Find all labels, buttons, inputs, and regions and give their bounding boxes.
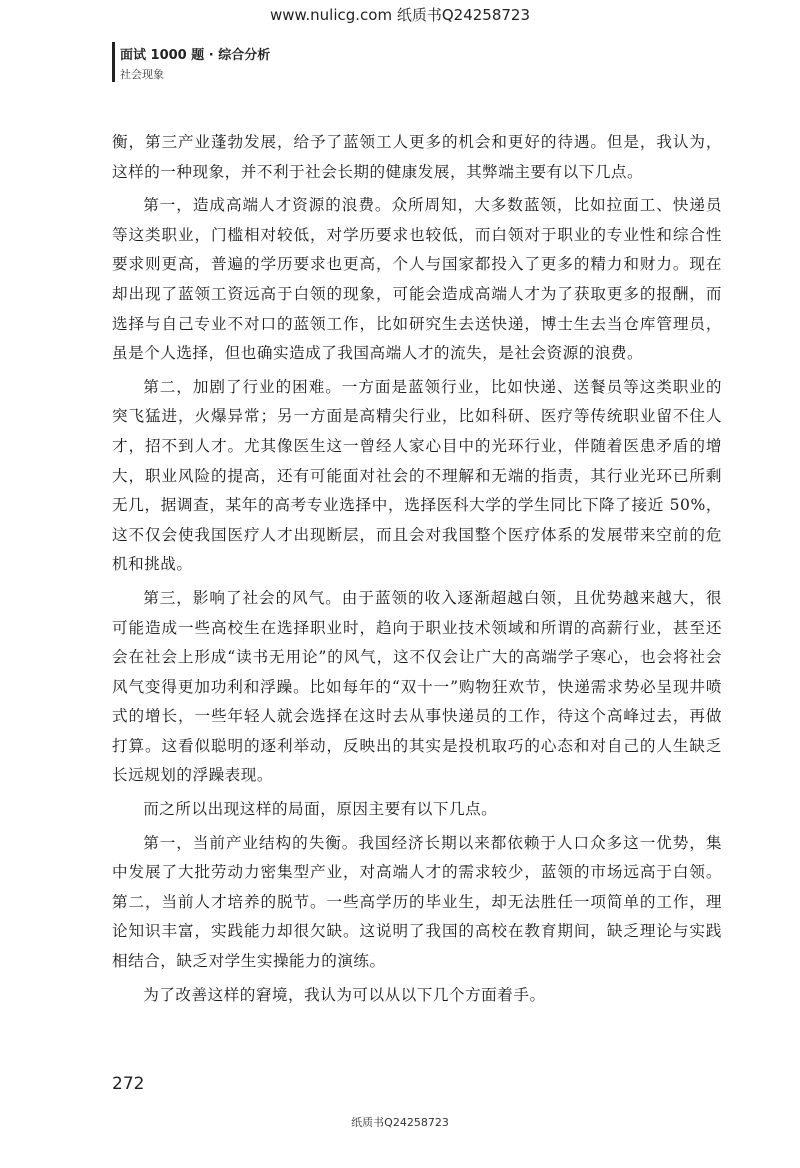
watermark-top: www.nulicg.com 纸质书Q24258723 [269,6,531,24]
paragraph-2: 第一，造成高端人才资源的浪费。众所周知，大多数蓝领，比如拉面工、快递员等这类职业，门槛相对较低，对学历要求也较低，而白领对于职业的专业性和综合性要求则更高，普遍的学历要求也更高，个人与国家都投入了更多的精力和财力。现在却出现了蓝领工资远高于白领的现象，可能会造成高端人才为了获取更多的报酬，而选择与自己专业不对口的蓝领工作，比如研究生去送快递，博士生去当仓库管理员，虽是个人选择，但也确实造成了我国高端人才的流失，是社会资源的浪费。 [112,196,722,363]
header-rule [112,42,115,82]
body-text [112,128,722,1010]
paragraph-6: 第一，当前产业结构的失衡。我国经济长期以来都依赖于人口众多这一优势，集中发展了大批劳动力密集型产业，对高端人才的需求较少，蓝领的市场远高于白领。第二，当前人才培养的脱节。一些高学历的毕业生，却无法胜任一项简单的工作，理论知识丰富，实践能力却很欠缺。这说明了我国的高校在教育期间，缺乏理论与实践相结合，缺乏对学生实操能力的演练。 [112,833,722,971]
paragraph-5: 而之所以出现这样的局面，原因主要有以下几点。 [143,800,498,819]
page-number: 272 [112,1074,145,1094]
book-title: 面试 1000 题 · 综合分析 [120,48,271,63]
paragraph-7: 为了改善这样的窘境，我认为可以从以下几个方面着手。 [143,985,546,1004]
paragraph-4: 第三，影响了社会的风气。由于蓝领的收入逐渐超越白领，且优势越来越大，很可能造成一些高校生在选择职业时，趋向于职业技术领域和所谓的高薪行业，甚至还会在社会上形成“读书无用论”的风气，这不仅会让广大的高端学子寒心，也会将社会风气变得更加功利和浮躁。比如每年的“双十一”购物狂欢节，快递需求势必呈现井喷式的增长，一些年轻人就会选择在这时去从事快递员的工作，待这个高峰过去，再做打算。这看似聪明的逐利举动，反映出的其实是投机取巧的心态和对自己的人生缺乏长远规划的浮躁表现。 [112,588,722,785]
paragraph-1: 衡，第三产业蓬勃发展，给予了蓝领工人更多的机会和更好的待遇。但是，我认为，这样的一种现象，并不利于社会长期的健康发展，其弊端主要有以下几点。 [112,133,722,181]
paragraph-3: 第二，加剧了行业的困难。一方面是蓝领行业，比如快递、送餐员等这类职业的突飞猛进，火爆异常；另一方面是高精尖行业，比如科研、医疗等传统职业留不住人才，招不到人才。尤其像医生这一曾经人家心目中的光环行业，伴随着医患矛盾的增大，职业风险的提高，还有可能面对社会的不理解和无端的指责，其行业光环已所剩无几，据调查，某年的高考专业选择中，选择医科大学的学生同比下降了接近 50%，这不仅会使我国医疗人才出现断层，而且会对我国整个医疗体系的发展带来空前的危机和挑战。 [112,377,722,574]
watermark-bottom: 纸质书Q24258723 [351,1116,449,1129]
section-title: 社会现象 [120,68,164,81]
